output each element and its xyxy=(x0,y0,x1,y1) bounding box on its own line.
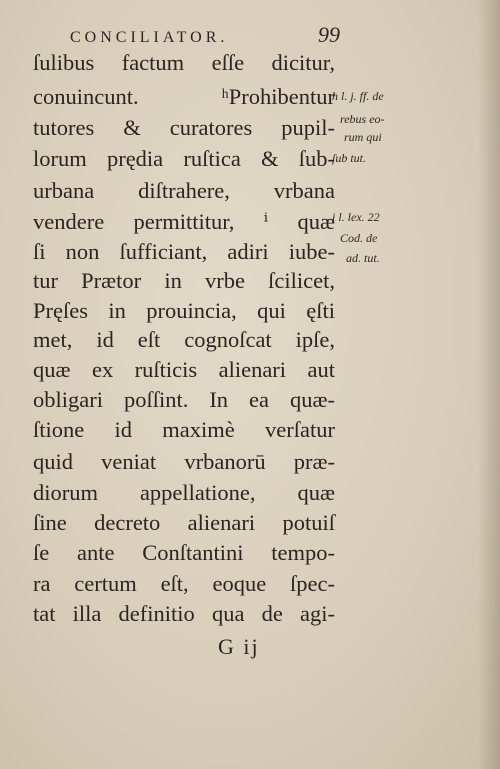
margin-note: i l. lex. 22 xyxy=(332,210,380,224)
running-title: CONCILIATOR. xyxy=(70,29,229,46)
margin-note: ad. tut. xyxy=(346,251,380,265)
text-line: lorum prędia ruſtica & ſub- xyxy=(33,146,335,171)
text-line: quid veniat vrbanorū præ- xyxy=(33,449,335,474)
text-line: ſine decreto alienari potuiſ xyxy=(33,510,335,535)
margin-note: rum qui xyxy=(344,130,382,144)
text-line: ra certum eſt, eoque ſpec- xyxy=(33,571,335,596)
margin-note: h l. j. ff. de xyxy=(332,89,384,103)
text-line: ſulibus factum eſſe dicitur, xyxy=(33,50,335,75)
page-header xyxy=(70,22,340,48)
text-line: obligari poſſint. In ea quæ- xyxy=(33,387,335,412)
margin-note: ſub tut. xyxy=(332,151,367,165)
text-line: conuincunt. ʰProhibentur xyxy=(33,84,335,109)
page-edge-shadow xyxy=(478,0,500,769)
text-line: tutores & curatores pupil- xyxy=(33,115,335,140)
text-line: Pręſes in prouincia, qui ęſti xyxy=(33,298,335,323)
text-line: ſe ante Conſtantini tempo- xyxy=(33,540,335,565)
text-line: vendere permittitur, ⁱ quæ xyxy=(33,209,335,234)
text-line: diorum appellatione, quæ xyxy=(33,480,335,505)
margin-note: Cod. de xyxy=(340,231,378,245)
text-line: ſtione id maximè verſatur xyxy=(33,417,335,442)
margin-note: rebus eo- xyxy=(340,112,385,126)
page-number: 99 xyxy=(318,22,340,47)
text-line: tat illa definitio qua de agi- xyxy=(33,601,335,626)
text-line: quæ ex ruſticis alienari aut xyxy=(33,357,335,382)
text-line: tur Prætor in vrbe ſcilicet, xyxy=(33,268,335,293)
text-line: ſi non ſufficiant, adiri iube- xyxy=(33,239,335,264)
signature-mark: G ij xyxy=(218,634,260,659)
text-line: met, id eſt cognoſcat ipſe, xyxy=(33,327,335,352)
text-line: urbana diſtrahere, vrbana xyxy=(33,178,335,203)
